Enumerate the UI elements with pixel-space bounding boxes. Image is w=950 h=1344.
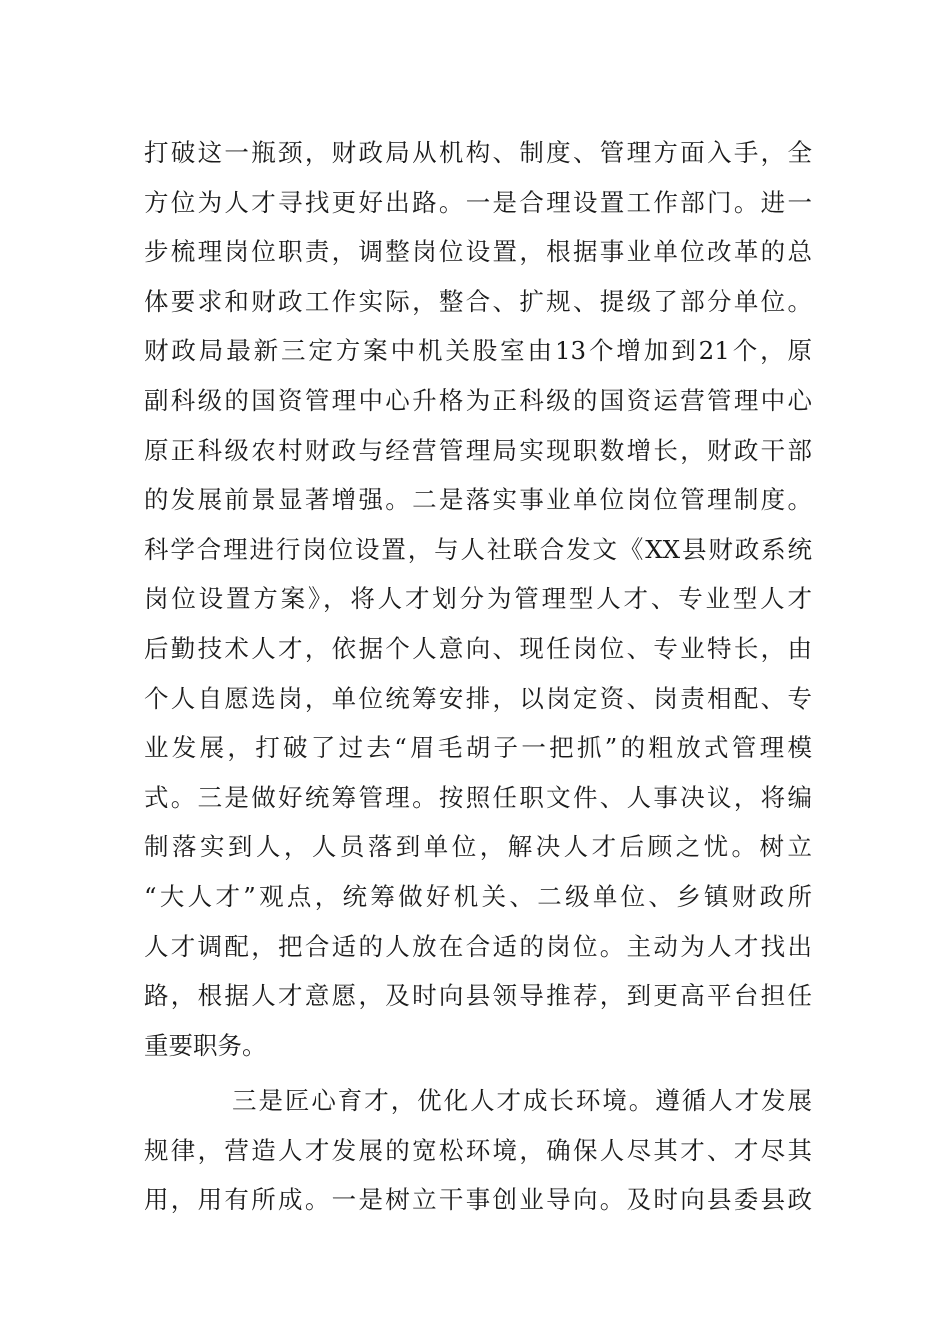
text-line: 路，根据人才意愿，及时向县领导推荐，到更高平台担任 — [144, 981, 812, 1011]
text-line: 方位为人才寻找更好出路。一是合理设置工作部门。进一 — [144, 187, 812, 217]
text-line: “大人才”观点，统筹做好机关、二级单位、乡镇财政所 — [144, 881, 812, 911]
text-line: 岗位设置方案》，将人才划分为管理型人才、专业型人才 — [144, 584, 812, 614]
text-line: 科学合理进行岗位设置，与人社联合发文《XX县财政系统 — [144, 534, 812, 564]
text-line: 个人自愿选岗，单位统筹安排，以岗定资、岗责相配、专 — [144, 683, 812, 713]
text-line: 步梳理岗位职责，调整岗位设置，根据事业单位改革的总 — [144, 237, 812, 267]
text-line: 制落实到人，人员落到单位，解决人才后顾之忧。树立 — [144, 832, 812, 862]
text-line: 副科级的国资管理中心升格为正科级的国资运营管理中心 — [144, 385, 812, 415]
text-line: 三是匠心育才，优化人才成长环境。遵循人才发展 — [232, 1086, 812, 1116]
text-line: 规律，营造人才发展的宽松环境，确保人尽其才、才尽其 — [144, 1135, 812, 1165]
text-line: 的发展前景显著增强。二是落实事业单位岗位管理制度。 — [144, 485, 812, 515]
text-line: 体要求和财政工作实际，整合、扩规、提级了部分单位。 — [144, 286, 812, 316]
text-line: 重要职务。 — [144, 1030, 267, 1060]
text-line: 人才调配，把合适的人放在合适的岗位。主动为人才找出 — [144, 931, 812, 961]
paragraph-2 — [144, 1076, 812, 1225]
text-line: 用，用有所成。一是树立干事创业导向。及时向县委县政 — [144, 1185, 812, 1215]
text-line: 原正科级农村财政与经营管理局实现职数增长，财政干部 — [144, 435, 812, 465]
document-body — [144, 128, 812, 1225]
paragraph-1 — [144, 128, 812, 1070]
text-line: 式。三是做好统筹管理。按照任职文件、人事决议，将编 — [144, 782, 812, 812]
text-line: 业发展，打破了过去“眉毛胡子一把抓”的粗放式管理模 — [144, 733, 812, 763]
text-line: 后勤技术人才，依据个人意向、现任岗位、专业特长，由 — [144, 633, 812, 663]
text-line: 打破这一瓶颈，财政局从机构、制度、管理方面入手，全 — [144, 138, 812, 167]
text-line: 财政局最新三定方案中机关股室由13个增加到21个，原 — [144, 336, 812, 366]
